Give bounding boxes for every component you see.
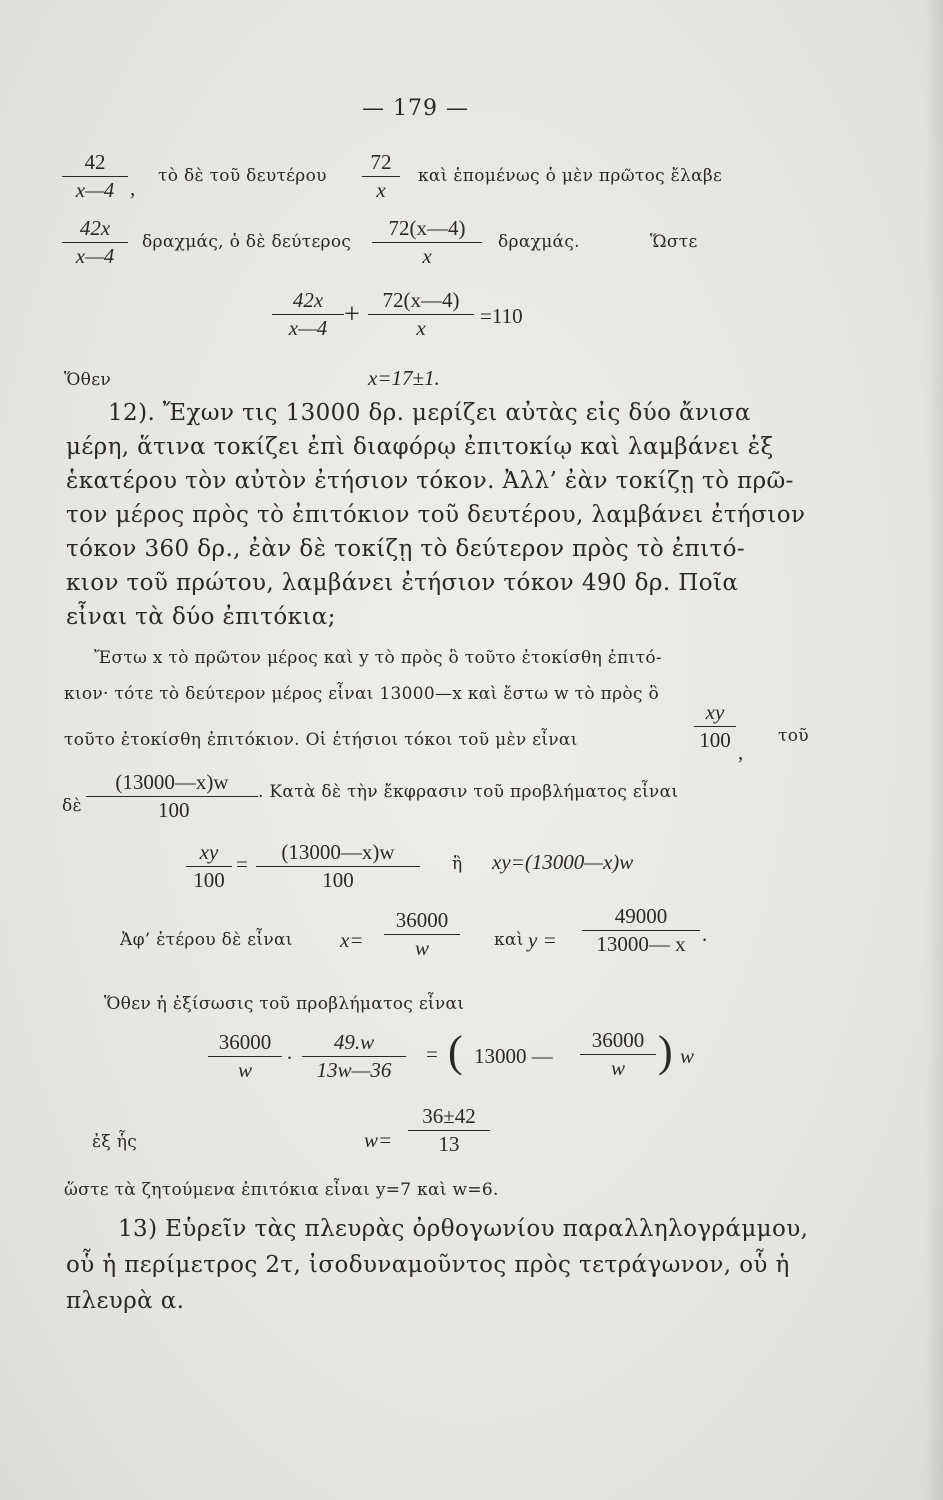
- eq3-13000-minus: 13000 —: [474, 1044, 553, 1068]
- fraction-36pm42-over-13: [408, 1104, 490, 1157]
- fraction-denominator: x—4: [75, 244, 115, 268]
- fraction-denominator: 13000— x: [596, 932, 686, 956]
- eq3-fraction-a: [208, 1030, 282, 1083]
- fraction-numerator: 36000: [218, 1030, 272, 1054]
- fraction-72x-4-over-x: [372, 216, 482, 269]
- problem13-line-3: πλευρὰ α.: [66, 1288, 185, 1314]
- fraction-denominator: w: [610, 1056, 625, 1080]
- solution-kata: . Κατὰ δὲ τὴν ἔκφρασιν τοῦ προβλήματος εἶναι: [258, 782, 679, 802]
- solution-tou: τοῦ: [778, 726, 809, 746]
- comma: ,: [738, 740, 744, 764]
- eq1-plus: +: [344, 299, 360, 330]
- text-epomenos: καὶ ἑπομένως ὁ μὲν πρῶτος ἔλαβε: [418, 166, 723, 186]
- solution-line-2: κιον· τότε τὸ δεύτερον μέρος εἶναι 13000—x καὶ ἔστω w τὸ πρὸς ὃ: [64, 684, 659, 704]
- eq3-dot: ·: [286, 1046, 293, 1070]
- fraction-numerator: 36000: [591, 1028, 645, 1052]
- fraction-numerator: (13000—x)w: [115, 770, 229, 794]
- othen2-text: Ὅθεν ἡ ἐξίσωσις τοῦ προβλήματος εἶναι: [104, 994, 465, 1014]
- solution-line-3: τοῦτο ἐτοκίσθη ἐπιτόκιον. Οἱ ἐτήσιοι τόκοι τοῦ μὲν εἶναι: [64, 730, 578, 750]
- fraction-denominator: 13w—36: [316, 1058, 392, 1082]
- solution-line-1: Ἔστω x τὸ πρῶτον μέρος καὶ y τὸ πρὸς ὃ τοῦτο ἐτοκίσθη ἐπιτό-: [94, 648, 662, 668]
- comma: ,: [130, 176, 136, 200]
- fraction-xy-over-100: [694, 700, 736, 753]
- problem12-line-3: ἑκατέρου τὸν αὐτὸν ἐτήσιον τόκον. Ἀλλ’ ἐὰν τοκίζῃ τὸ πρῶ-: [66, 468, 794, 494]
- problem12-line-7: εἶναι τὰ δύο ἐπιτόκια;: [66, 604, 336, 630]
- fraction-numerator: 72(x—4): [388, 216, 466, 240]
- fraction-numerator: 36±42: [422, 1104, 476, 1128]
- eq2-alt: xy=(13000—x)w: [492, 850, 634, 874]
- eq3-left-paren: (: [448, 1027, 463, 1076]
- text-tou-deuterou: τὸ δὲ τοῦ δευτέρου: [158, 166, 327, 186]
- fraction-denominator: 100: [193, 868, 225, 892]
- fraction-denominator: 100: [699, 728, 731, 752]
- fraction-numerator: 36000: [395, 908, 449, 932]
- othen-result: x=17±1.: [368, 366, 440, 390]
- problem12-line-4: τον μέρος πρὸς τὸ ἐπιτόκιον τοῦ δευτέρου, λαμβάνει ἐτήσιον: [66, 502, 806, 528]
- eq3-w: w: [680, 1044, 695, 1068]
- fraction-denominator: 13: [438, 1132, 460, 1156]
- othen-label: Ὅθεν: [64, 370, 111, 390]
- fraction-numerator: 42x: [79, 216, 111, 240]
- aph-kai: καὶ: [494, 930, 524, 950]
- fraction-denominator: x: [376, 178, 386, 202]
- fraction-49000-over-13000-x: [582, 904, 700, 957]
- fraction-numerator: (13000—x)w: [281, 840, 395, 864]
- fraction-numerator: 49000: [614, 904, 668, 928]
- eq3-equals: =: [426, 1042, 438, 1066]
- fraction-numerator: 42: [84, 150, 106, 174]
- fraction-denominator: x: [416, 316, 426, 340]
- fraction-numerator: 42x: [292, 288, 324, 312]
- fraction-numerator: xy: [705, 700, 725, 724]
- fraction-36000-over-w: [384, 908, 460, 961]
- aph-x-equals: x=: [340, 928, 364, 952]
- eq2-fraction-left: [186, 840, 232, 893]
- eq1-rhs: =110: [480, 304, 523, 328]
- eq2-equals: =: [236, 852, 248, 876]
- aph-label: Ἀφ’ ἑτέρου δὲ εἶναι: [120, 930, 293, 950]
- fraction-13000-x-w-over-100: [86, 770, 258, 823]
- problem12-line-6: κιον τοῦ πρώτου, λαμβάνει ἐτήσιον τόκον 490 δρ. Ποῖα: [66, 570, 739, 596]
- page-number: — 179 —: [362, 96, 469, 121]
- problem12-line-2: μέρη, ἅτινα τοκίζει ἐπὶ διαφόρῳ ἐπιτοκίῳ καὶ λαμβάνει ἐξ: [66, 434, 774, 460]
- eq2-fraction-right: [256, 840, 420, 893]
- fraction-numerator: 49.w: [333, 1030, 375, 1054]
- text-hoste: Ὥστε: [650, 232, 698, 252]
- fraction-denominator: 100: [158, 798, 190, 822]
- fraction-denominator: w: [237, 1058, 252, 1082]
- problem12-line-5: τόκον 360 δρ., ἐὰν δὲ τοκίζῃ τὸ δεύτερον πρὸς τὸ ἐπιτό-: [66, 536, 746, 562]
- eq3-right-paren: ): [658, 1027, 673, 1076]
- fraction-numerator: 72(x—4): [382, 288, 460, 312]
- text-drachmas-deuteros: δραχμάς, ὁ δὲ δεύτερος: [142, 232, 352, 252]
- period: .: [702, 922, 708, 946]
- eq2-or: ἢ: [452, 854, 463, 874]
- conclusion-line: ὥστε τὰ ζητούμενα ἐπιτόκια εἶναι y=7 καὶ w=6.: [64, 1180, 499, 1200]
- fraction-numerator: 72: [370, 150, 392, 174]
- fraction-denominator: x—4: [288, 316, 328, 340]
- text-drachmas: δραχμάς.: [498, 232, 580, 252]
- eq1-fraction-b: [368, 288, 474, 341]
- problem12-line-1: 12). Ἔχων τις 13000 δρ. μερίζει αὐτὰς εἰς δύο ἄνισα: [108, 400, 751, 426]
- fraction-72-over-x: [362, 150, 400, 203]
- ex-hes-label: ἐξ ἧς: [92, 1132, 138, 1152]
- fraction-42-over-x-4: [62, 150, 128, 203]
- fraction-denominator: x: [422, 244, 432, 268]
- fraction-denominator: x—4: [75, 178, 115, 202]
- eq3-fraction-b: [302, 1030, 406, 1083]
- solution-de: δὲ: [62, 796, 82, 816]
- eq3-fraction-c: [580, 1028, 656, 1081]
- problem13-line-1: 13) Εὑρεῖν τὰς πλευρὰς ὀρθογωνίου παραλληλογράμμου,: [118, 1216, 809, 1242]
- fraction-denominator: w: [414, 936, 429, 960]
- aph-y-equals: y =: [528, 928, 557, 952]
- fraction-42x-over-x-4: [62, 216, 128, 269]
- fraction-numerator: xy: [199, 840, 219, 864]
- eq1-fraction-a: [272, 288, 344, 341]
- ex-hes-w-equals: w=: [364, 1128, 393, 1152]
- problem13-line-2: οὗ ἡ περίμετρος 2τ, ἰσοδυναμοῦντος πρὸς τετράγωνον, οὗ ἡ: [66, 1252, 790, 1278]
- fraction-denominator: 100: [322, 868, 354, 892]
